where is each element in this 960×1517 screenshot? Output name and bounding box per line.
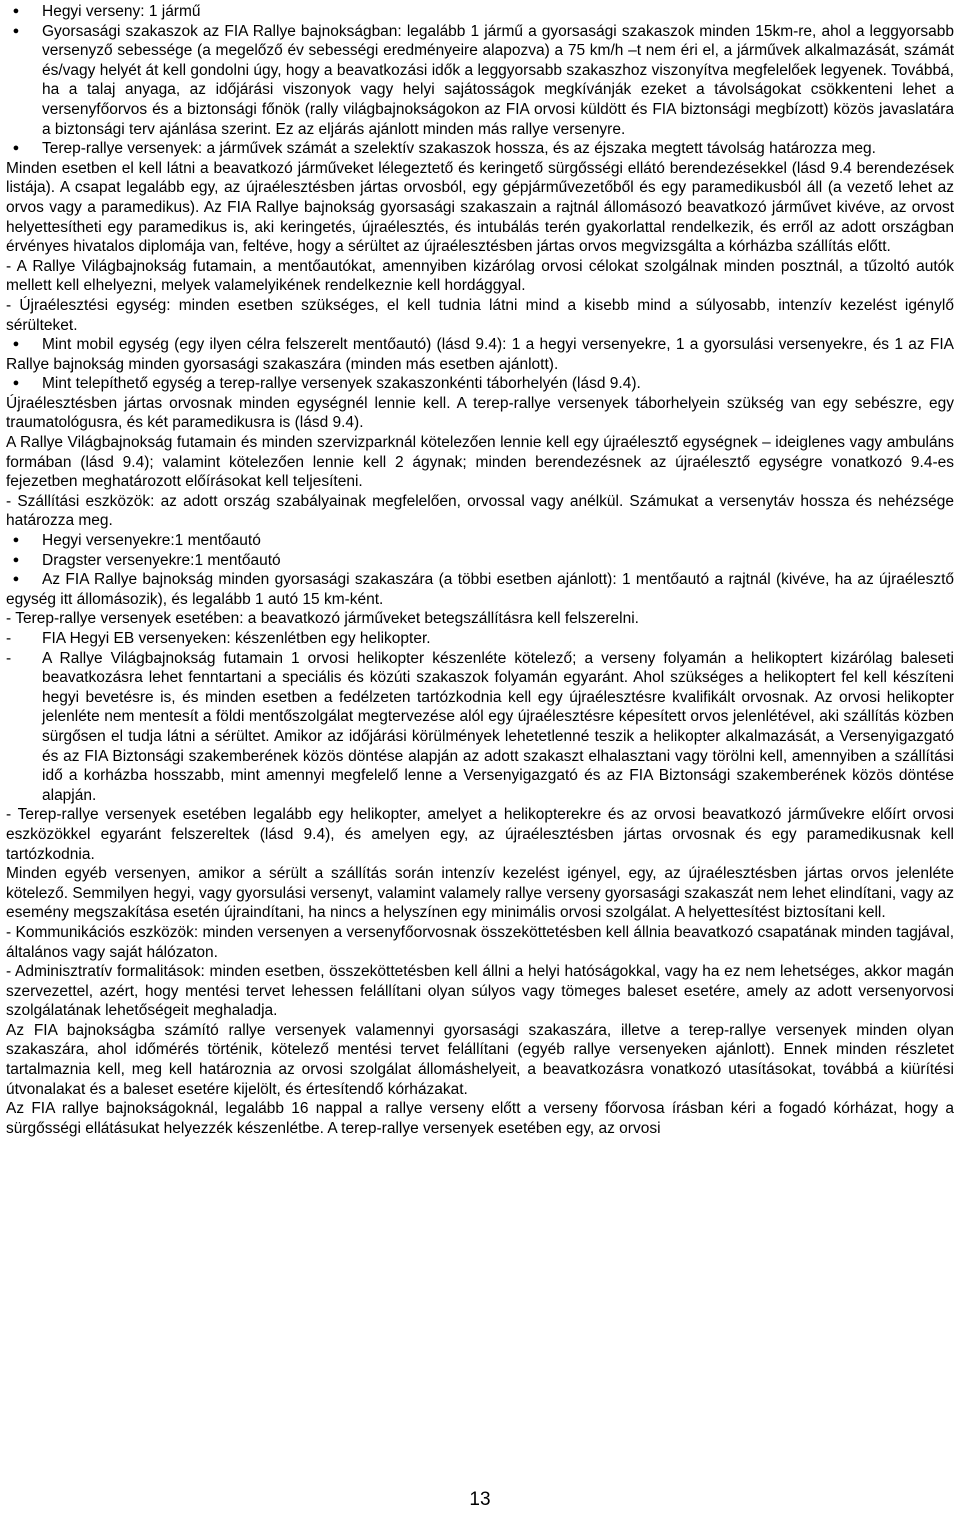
bullet-icon: ● xyxy=(12,5,20,17)
bullet-item xyxy=(6,551,954,571)
bullet-text: Mint telepíthető egység a terep-rallye versenyek szakaszonkénti táborhelyén (lásd 9.4). xyxy=(42,375,641,393)
dash-marker: - xyxy=(6,630,12,647)
paragraph: Az FIA bajnokságba számító rallye versenyek valamennyi gyorsasági szakaszára, illetve a terep-rallye versenyek minden olyan szakaszára, ahol időmérés történik, kötelező mentési tervet felállítani (egyéb rallye versenyeken ajánlott). Ennek minden részletet tartalmaznia kell, meg kell határoznia az orvosi szolgálat állomáshelyeit, a beavatkozásra vonatkozó utasításokat, továbbá a kiürítési útvonalakat és a baleset esetére kijelölt, és értesítendő kórházakat. xyxy=(6,1021,954,1098)
paragraph: - Szállítási eszközök: az adott ország szabályainak megfelelően, orvossal vagy anélkül. Számukat a versenytáv hossza és nehézsége határozza meg. xyxy=(6,492,954,530)
bullet-icon: ● xyxy=(12,338,20,351)
bullet-item xyxy=(6,531,954,551)
dash-item xyxy=(6,629,954,649)
bullet-item xyxy=(6,22,954,140)
paragraph: - Terep-rallye versenyek esetében: a beavatkozó járműveket betegszállításra kell felszerelni. xyxy=(6,610,639,628)
bullet-text: Hegyi verseny: 1 jármű xyxy=(42,3,201,20)
paragraph: A Rallye Világbajnokság futamain és minden szervizparknál kötelezően lennie kell egy újraélesztő egységnek – ideiglenes vagy ambuláns formában (lásd 9.4); valamint kötelezően lennie kell 2 ágynak; minden berendezésnek az újraélesztő egységre vonatkozó 9.4-es fejezetben meghatározott előírásokat kell teljesíteni. xyxy=(6,434,954,491)
bullet-text: Mint mobil egység (egy ilyen célra felszerelt mentőautó) (lásd 9.4): 1 a hegyi versenyekre, 1 a gyorsulási versenyekre, és 1 az FIA Rallye bajnokság minden gyorsasági szakaszára (minden más esetben ajánlott). xyxy=(6,336,954,373)
bullet-item xyxy=(6,2,954,22)
paragraph: - Adminisztratív formalitások: minden esetben, összeköttetésben kell állni a helyi hatóságokkal, vagy ha ez nem lehetséges, akkor magán szervezettel, azért, hogy mentési tervet lehessen felállítani olyan súlyos vagy tömeges baleset esetére, amely az adott versenyorvosi szolgálatának lehetőségeit meghaladja. xyxy=(6,963,954,1020)
bullet-icon: ● xyxy=(12,534,20,547)
dash-marker: - xyxy=(6,649,12,667)
paragraph: Minden esetben el kell látni a beavatkozó járműveket lélegeztető és keringető sürgősségi ellátó berendezésekkel (lásd 9.4 berendezések listája). A csapat legalább egy, az újraélesztésben jártas orvosból, egy gépjárművezetőből és egy paramedikusból áll (a vezető lehet az orvos vagy a paramedikus). Az FIA Rallye bajnokság gyorsasági szakaszain a rajtnál állomásozó beavatkozó járművet kivéve, az orvost helyettesítheti egy paramedikus is, aki keringetés, újraélesztés, és intubálás terén gyakorlattal rendelkezik, és erről az adott országban érvényes hivatalos diplomája van, feltéve, hogy a sérültet az újraélesztésben jártas orvos megvizsgálta a kórházba szállítás előtt. xyxy=(6,159,954,256)
dash-text: A Rallye Világbajnokság futamain 1 orvosi helikopter készenléte kötelező; a verseny folyamán a helikoptert kizárólag baleseti beavatkozásra lehet fenntartani a speciális és közúti szakaszok folyamán egyaránt. Ahol szükséges a helikoptert fel kell készíteni hegyi bevetésre is, és minden esetben a fedélzeten tartózkodnia kell egy újraélesztésre kvalifikált orvosnak. Az orvosi helikopter jelenléte nem mentesít a földi mentőszolgálat megtervezése alól egy újraélesztésre képesített orvos jelenlétével, aki szállítás közben sürgősen el tudja látni a sérültet. Amikor az időjárási körülmények lehetetlenné teszik a helikopter alkalmazását, a Versenyigazgató és az FIA Biztonsági szakemberének közös döntése alapján az adott szakaszt elhalasztani vagy törölni kell, amennyiben a szállítási idő a korházba hosszabb, mint amennyi megfelelő lenne a Versenyigazgató és az FIA Biztonsági szakemberének közös döntése alapján. xyxy=(42,649,954,804)
paragraph: - Újraélesztési egység: minden esetben szükséges, el kell tudnia látni mind a kisebb mind a súlyosabb, intenzív kezelést igénylő sérülteket. xyxy=(6,296,954,334)
bullet-text: Gyorsasági szakaszok az FIA Rallye bajnokságban: legalább 1 jármű a gyorsasági szakaszok minden 15km-re, ahol a leggyorsabb versenyző sebessége (a megelőző év sebességi eredményeire alapozva) a 75 km/h –t nem éri el, a járművek alkalmazását, számát és/vagy helyét át kell gondolni úgy, hogy a beavatkozási idők a leggyorsabb szakaszhoz viszonyítva megfelelőek legyenek. Továbbá, ha a talaj anyaga, az időjárási viszonyok vagy helyi sajátosságok megkívánják ezeket a távolságokat csökkenteni lehet a versenyfőorvos és a biztonsági főnök (rally világbajnokságokon az FIA orvosi küldött és FIA biztonsági megbízott) közös javaslatára a biztonsági terv ajánlása szerint. Ez az eljárás ajánlott minden más rallye versenyre. xyxy=(42,22,954,138)
paragraph: - Kommunikációs eszközök: minden versenyen a versenyfőorvosnak összeköttetésben kell állnia beavatkozó csapatának minden tagjával, általános vagy saját hálózaton. xyxy=(6,923,954,961)
dash-item xyxy=(6,649,954,806)
document-body xyxy=(6,2,954,1138)
bullet-text: Terep-rallye versenyek: a járművek számát a szelektív szakaszok hossza, és az éjszaka megtett távolság határozza meg. xyxy=(42,140,876,158)
bullet-text: Az FIA Rallye bajnokság minden gyorsasági szakaszára (a többi esetben ajánlott): 1 mentőautó a rajtnál (kivéve, ha az újraélesztő egység itt állomásozik), és legalább 1 autó 15 km-ként. xyxy=(6,571,954,608)
paragraph: Minden egyéb versenyen, amikor a sérült a szállítás során intenzív kezelést igényel, egy, az újraélesztésben jártas orvos jelenléte kötelező. Semmilyen hegyi, vagy gyorsulási versenyt, valamint valamely rallye verseny gyorsasági szakaszát nem lehet elindítani, vagy az esemény megszakítása esetén újraindítani, ha nincs a helyszínen egy minimális orvosi szolgálat. A helyettesítést biztosítani kell. xyxy=(6,865,954,922)
dash-text: FIA Hegyi EB versenyeken: készenlétben egy helikopter. xyxy=(42,630,431,647)
paragraph: Újraélesztésben jártas orvosnak minden egységnél lennie kell. A terep-rallye versenyek táborhelyein szükség van egy sebészre, egy traumatológusra, és két paramedikusra is (lásd 9.4). xyxy=(6,394,954,432)
bullet-icon: ● xyxy=(12,142,20,155)
bullet-icon: ● xyxy=(12,377,20,390)
paragraph: - Terep-rallye versenyek esetében legalább egy helikopter, amelyet a helikopterekre és az orvosi beavatkozó járművekre előírt orvosi eszközökkel egyaránt felszereltek (lásd 9.4), és amelyen egy, az újraélesztésben jártas orvosnak és egy paramedikusnak kell tartózkodnia. xyxy=(6,806,954,863)
page-number: 13 xyxy=(469,1489,491,1510)
bullet-icon: ● xyxy=(12,573,20,586)
bullet-text: Dragster versenyekre:1 mentőautó xyxy=(42,551,281,569)
bullet-item xyxy=(6,570,954,609)
bullet-icon: ● xyxy=(12,24,20,37)
bullet-item xyxy=(6,335,954,374)
bullet-item xyxy=(6,374,954,394)
paragraph: Az FIA rallye bajnokságoknál, legalább 16 nappal a rallye verseny előtt a verseny főorvosa írásban kéri a fogadó kórházat, hogy a sürgősségi ellátásukat helyezzék készenlétbe. A terep-rallye versenyek esetében egy, az orvosi xyxy=(6,1100,954,1137)
paragraph: - A Rallye Világbajnokság futamain, a mentőautókat, amennyiben kizárólag orvosi célokat szolgálnak minden posztnál, a tűzoltó autók mellett kell elhelyezni, melyek valamelyikének rendelkeznie kell hordággyal. xyxy=(6,257,954,295)
bullet-item xyxy=(6,139,954,159)
bullet-icon: ● xyxy=(12,553,20,566)
bullet-text: Hegyi versenyekre:1 mentőautó xyxy=(42,532,261,550)
